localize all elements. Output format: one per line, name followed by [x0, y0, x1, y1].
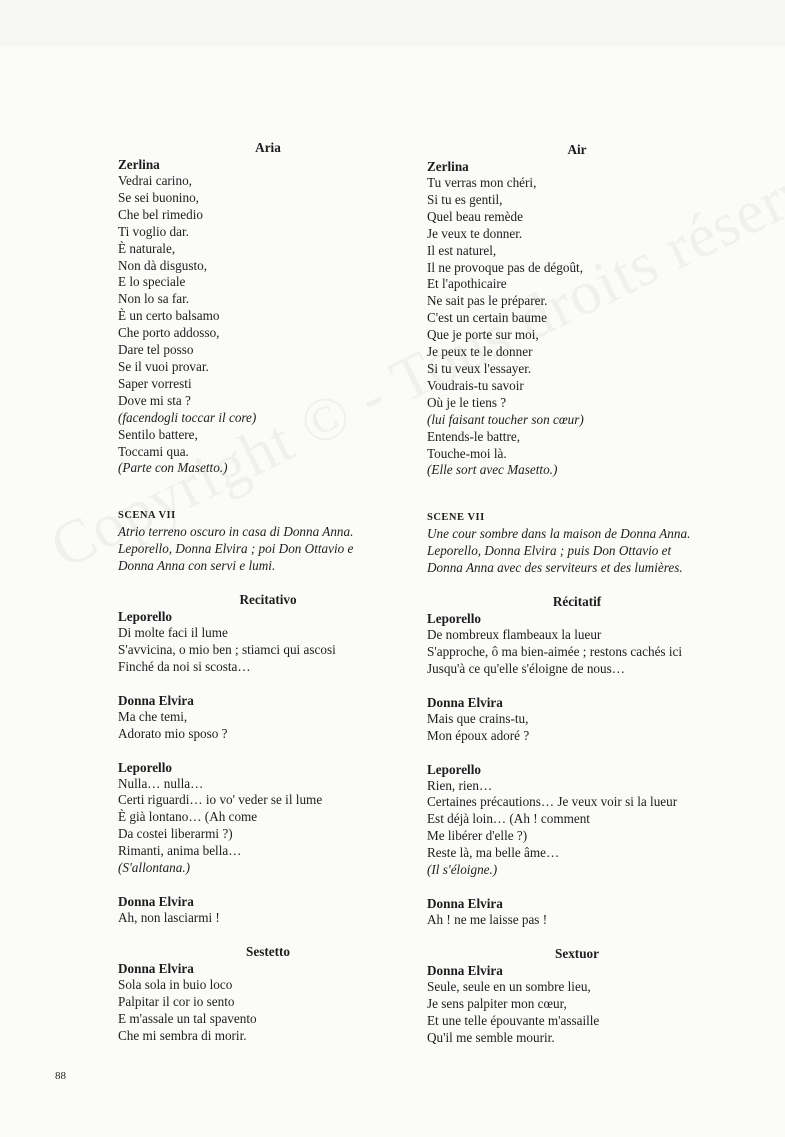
verse-line: È già lontano… (Ah come: [118, 809, 258, 825]
dialogue-block: [427, 895, 727, 929]
sestetto-heading: Sestetto: [246, 943, 290, 959]
dialogue-block: [427, 610, 727, 678]
page-top-edge: [0, 0, 785, 46]
stage-direction: (Elle sort avec Masetto.): [427, 462, 558, 478]
verse-line: Se il vuoi provar.: [118, 358, 209, 374]
scene-description: Une cour sombre dans la maison de Donna Anna.: [427, 526, 691, 542]
stage-direction: (S'allontana.): [118, 860, 191, 876]
italian-column: [118, 139, 418, 1045]
speaker-name: Zerlina: [118, 157, 160, 172]
verse-line: Jusqu'à ce qu'elle s'éloigne de nous…: [427, 660, 625, 676]
dialogue-block: [427, 694, 727, 745]
dialogue-block: [118, 893, 418, 927]
verse-line: Ah ! ne me laisse pas !: [427, 912, 548, 927]
verse-line: Toccami qua.: [118, 443, 189, 459]
recitatif-heading: Récitatif: [552, 594, 602, 610]
speaker-name: Donna Elvira: [118, 960, 194, 976]
speaker-name: Donna Elvira: [118, 894, 194, 909]
verse-line: C'est un certain baume: [427, 310, 547, 326]
verse-line: Finché da noi si scosta…: [118, 658, 251, 674]
speaker-name: Donna Elvira: [427, 896, 503, 911]
speaker-name: Leporello: [118, 609, 172, 625]
verse-line: Me libérer d'elle ?): [427, 828, 528, 844]
verse-line: Che porto addosso,: [118, 325, 220, 341]
verse-line: Et l'apothicaire: [427, 276, 507, 292]
verse-line: Je peux te le donner: [427, 344, 533, 360]
speaker-name: Donna Elvira: [118, 692, 194, 708]
stage-direction: (Parte con Masetto.): [118, 460, 228, 476]
stage-direction: (lui faisant toucher son cœur): [427, 411, 584, 427]
dialogue-block: [118, 759, 418, 877]
stage-direction: (Il s'éloigne.): [427, 862, 498, 878]
scene-description: Leporello, Donna Elvira ; poi Don Ottavio e: [118, 541, 354, 557]
verse-line: Est déjà loin… (Ah ! comment: [427, 811, 590, 827]
scene-description: Donna Anna con servi e lumi.: [118, 558, 276, 574]
verse-line: Si tu es gentil,: [427, 191, 503, 207]
verse-line: S'approche, ô ma bien-aimée ; restons cachés ici: [427, 643, 683, 659]
speaker-name: Leporello: [427, 761, 481, 777]
verse-line: Je veux te donner.: [427, 225, 523, 241]
verse-line: Non lo sa far.: [118, 291, 190, 307]
verse-line: Mais que crains-tu,: [427, 710, 529, 726]
verse-line: Touche-moi là.: [427, 445, 507, 461]
verse-line: E lo speciale: [118, 274, 186, 290]
recitativo-heading: Recitativo: [239, 592, 297, 608]
verse-line: Rien, rien…: [427, 777, 493, 793]
verse-line: Ne sait pas le préparer.: [427, 293, 548, 309]
speaker-name: Donna Elvira: [427, 694, 503, 710]
verse-line: Ti voglio dar.: [118, 223, 189, 239]
verse-line: Et une telle épouvante m'assaille: [427, 1012, 600, 1028]
verse-line: Saper vorresti: [118, 375, 192, 391]
verse-line: Nulla… nulla…: [118, 775, 204, 791]
verse-line: Il est naturel,: [427, 242, 497, 258]
verse-line: È naturale,: [118, 240, 176, 256]
stage-direction: (facendogli toccar il core): [118, 409, 257, 425]
speaker-name: Leporello: [118, 759, 172, 775]
dialogue-block: [427, 761, 727, 879]
french-column: [427, 139, 727, 1047]
verse-line: Sola sola in buio loco: [118, 976, 233, 992]
verse-line: Rimanti, anima bella…: [118, 843, 242, 859]
verse-line: Certaines précautions… Je veux voir si la lueur: [427, 794, 678, 810]
verse-line: Quel beau remède: [427, 208, 523, 224]
verse-line: Che mi sembra di morir.: [118, 1027, 247, 1043]
verse-line: Mon époux adoré ?: [427, 727, 530, 743]
sextuor-heading: Sextuor: [555, 945, 599, 961]
verse-line: Tu verras mon chéri,: [427, 175, 537, 190]
verse-line: Je sens palpiter mon cœur,: [427, 995, 567, 1011]
verse-line: Certi riguardi… io vo' veder se il lume: [118, 792, 323, 808]
verse-line: Adorato mio sposo ?: [118, 725, 228, 741]
speaker-name: Leporello: [427, 611, 481, 627]
dialogue-block: [118, 608, 418, 676]
verse-line: Seule, seule en un sombre lieu,: [427, 978, 591, 994]
verse-line: Palpitar il cor io sento: [118, 993, 235, 1009]
aria-heading: Aria: [255, 140, 281, 155]
scene-description: Leporello, Donna Elvira ; puis Don Ottavio et: [427, 543, 672, 559]
verse-line: Reste là, ma belle âme…: [427, 845, 560, 861]
verse-line: È un certo balsamo: [118, 308, 220, 324]
scene-description: Atrio terreno oscuro in casa di Donna Anna.: [118, 524, 354, 540]
verse-line: Que je porte sur moi,: [427, 327, 539, 343]
scene-label: SCENA VII: [118, 510, 176, 522]
verse-line: Da costei liberarmi ?): [118, 826, 233, 842]
speaker-name: Donna Elvira: [427, 962, 503, 978]
verse-line: Di molte faci il lume: [118, 625, 228, 641]
verse-line: Sentilo battere,: [118, 426, 198, 442]
verse-line: Entends-le battre,: [427, 428, 521, 444]
scene-block: [118, 507, 418, 575]
verse-line: Voudrais-tu savoir: [427, 377, 524, 393]
verse-line: Non dà disgusto,: [118, 257, 208, 273]
verse-line: Vedrai carino,: [118, 173, 192, 188]
scene-block: [427, 509, 727, 577]
verse-line: Dare tel posso: [118, 342, 194, 358]
verse-line: Il ne provoque pas de dégoût,: [427, 259, 584, 275]
verse-line: Se sei buonino,: [118, 189, 199, 205]
verse-line: Dove mi sta ?: [118, 392, 191, 408]
aria-heading: Air: [567, 142, 587, 157]
dialogue-block: [118, 692, 418, 743]
verse-line: Si tu veux l'essayer.: [427, 360, 532, 376]
verse-line: Ma che temi,: [118, 708, 188, 724]
verse-line: E m'assale un tal spavento: [118, 1010, 257, 1026]
verse-line: Ah, non lasciarmi !: [118, 910, 220, 925]
speaker-name: Zerlina: [427, 159, 469, 174]
scene-description: Donna Anna avec des serviteurs et des lumières.: [427, 560, 683, 576]
verse-line: Où je le tiens ?: [427, 394, 507, 410]
scene-label: SCENE VII: [427, 512, 485, 524]
aria-block: [118, 139, 418, 477]
verse-line: Qu'il me semble mourir.: [427, 1029, 555, 1045]
verse-line: S'avvicina, o mio ben ; stiamci qui ascosi: [118, 641, 336, 657]
verse-line: Che bel rimedio: [118, 206, 203, 222]
verse-line: De nombreux flambeaux la lueur: [427, 627, 602, 643]
aria-block: [427, 141, 727, 479]
page-number: 88: [55, 1070, 66, 1082]
